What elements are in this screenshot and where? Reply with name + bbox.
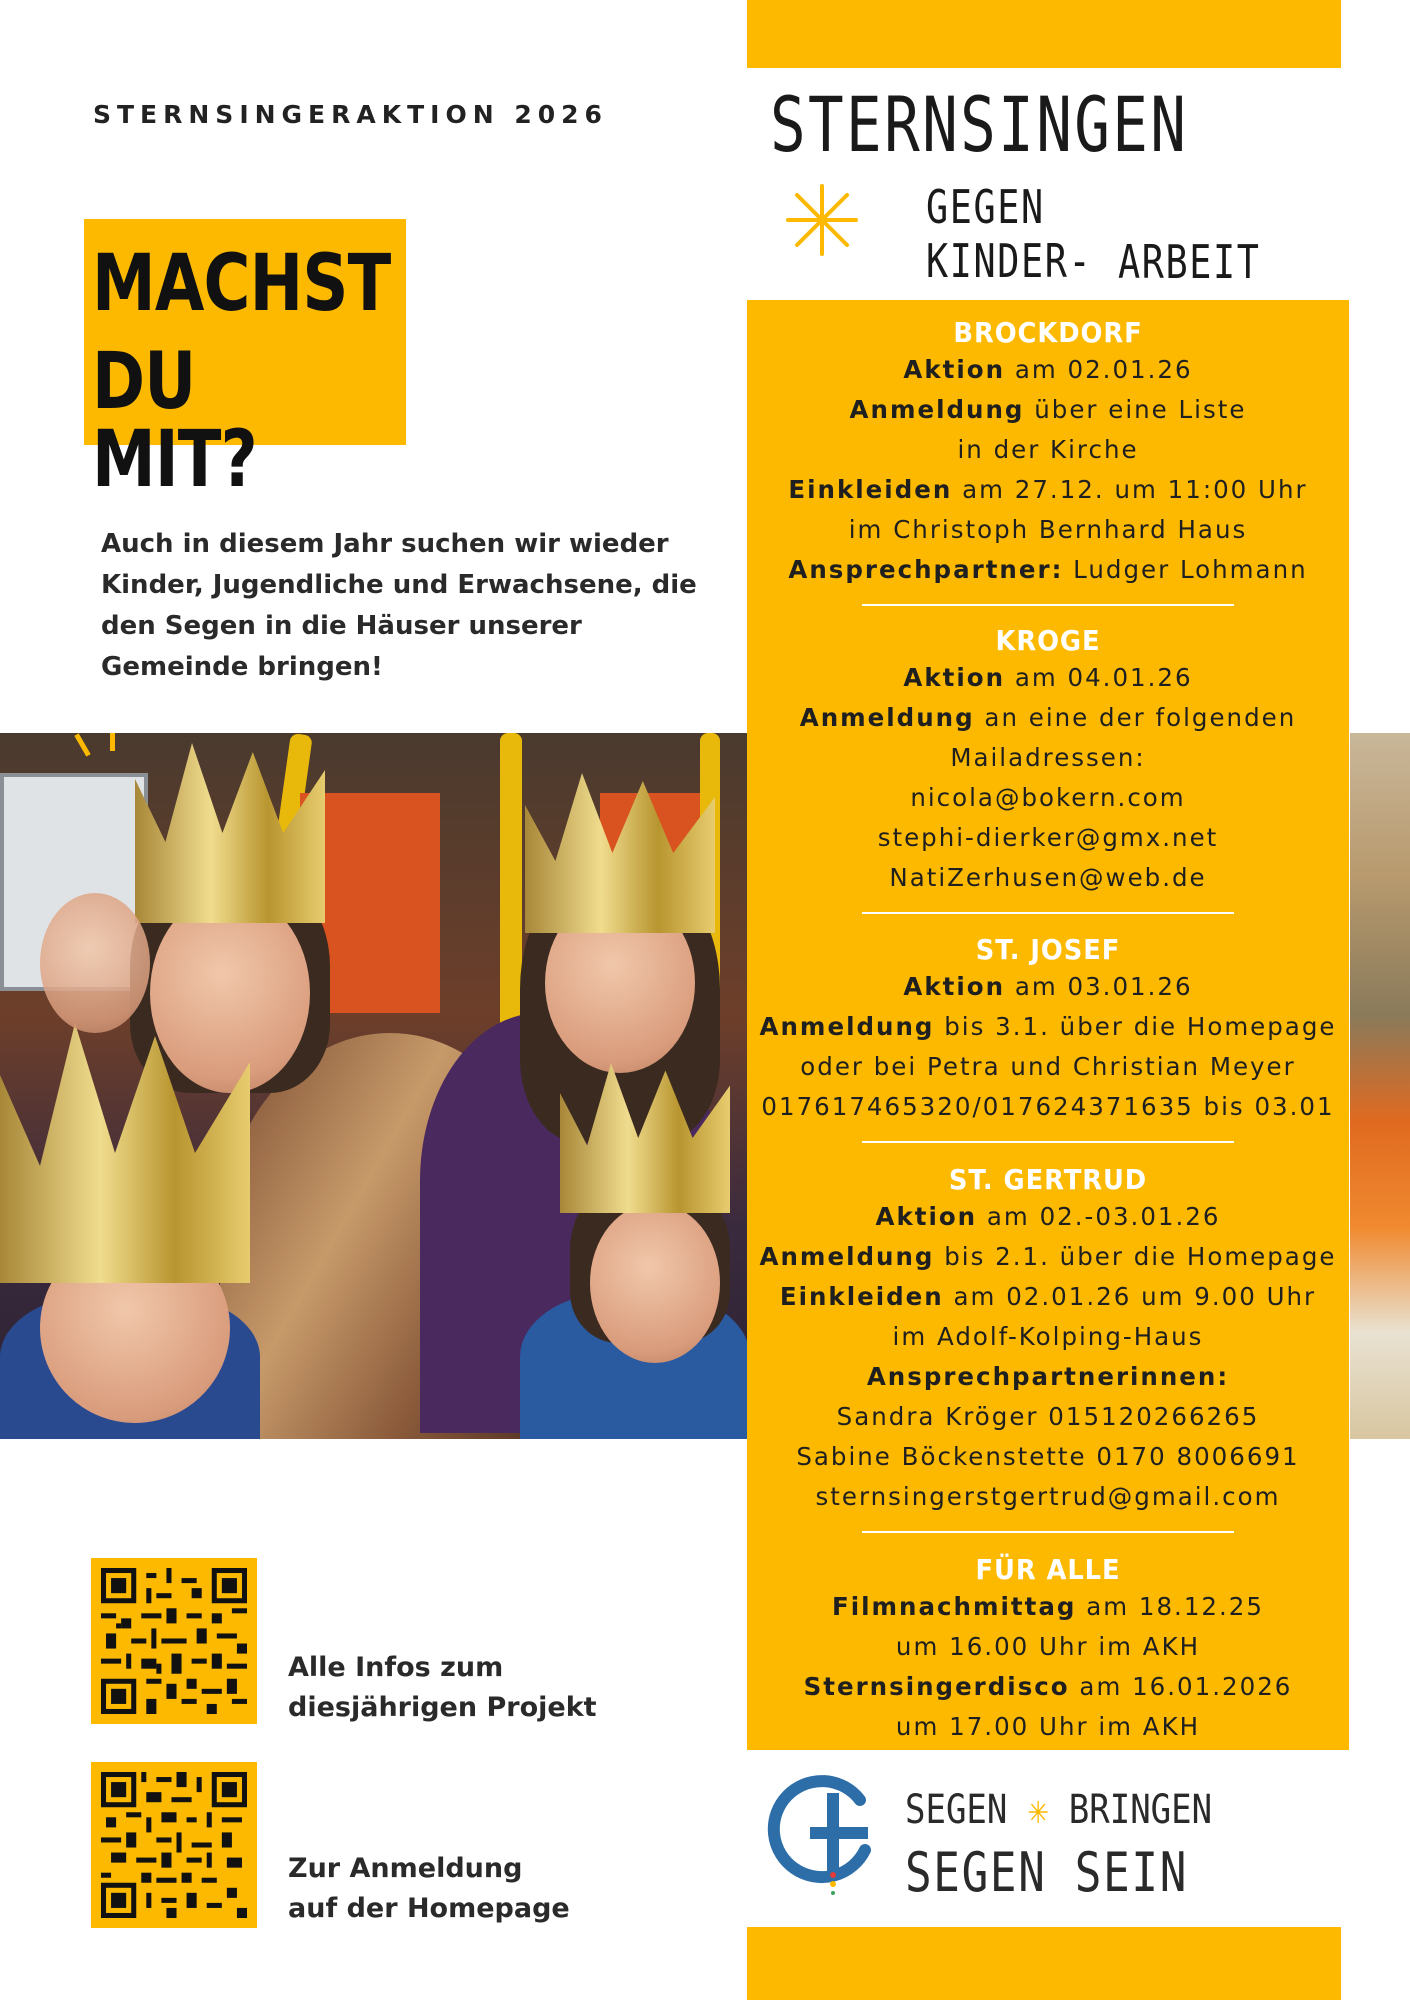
qr-code-registration[interactable] xyxy=(91,1762,257,1928)
logo-word-segen: SEGEN xyxy=(905,1787,1008,1833)
section-heading: BROCKDORF xyxy=(953,316,1143,349)
info-line: Anmeldung bis 2.1. über die Homepage xyxy=(759,1242,1337,1271)
qr-code-icon xyxy=(101,1772,247,1918)
info-panel xyxy=(747,300,1349,1750)
email-link[interactable]: NatiZerhusen@web.de xyxy=(889,863,1207,892)
info-line: um 16.00 Uhr im AKH xyxy=(895,1632,1201,1661)
info-line: Einkleiden am 02.01.26 um 9.00 Uhr xyxy=(779,1282,1317,1311)
parish-logo-icon xyxy=(765,1775,885,1895)
qr-label-project-info-line-2: diesjährigen Projekt xyxy=(288,1692,597,1723)
headline-line-2: DU MIT? xyxy=(92,337,257,505)
info-line: Ansprechpartner: Ludger Lohmann xyxy=(788,555,1308,584)
sternsinger-photo xyxy=(0,733,748,1439)
section-divider xyxy=(862,604,1234,606)
qr-code-icon xyxy=(101,1568,247,1714)
info-line: Aktion am 03.01.26 xyxy=(903,972,1193,1001)
photo-strip-right xyxy=(1350,733,1410,1439)
info-line: im Christoph Bernhard Haus xyxy=(848,515,1248,544)
logo-line-2: SEGEN SEIN xyxy=(905,1841,1188,1904)
info-line: Mailadressen: xyxy=(950,743,1146,772)
accent-bar-top xyxy=(747,0,1341,68)
section-heading: ST. GERTRUD xyxy=(948,1163,1148,1196)
info-line: Ansprechpartnerinnen: xyxy=(866,1362,1230,1391)
section-fuer-alle xyxy=(747,1553,1349,1747)
section-heading: KROGE xyxy=(995,624,1101,657)
qr-code-project-info[interactable] xyxy=(91,1558,257,1724)
info-line: in der Kirche xyxy=(957,435,1139,464)
qr-label-project-info xyxy=(288,1648,597,1728)
info-line: Sabine Böckenstette 0170 8006691 xyxy=(796,1442,1300,1471)
section-st-gertrud xyxy=(747,1163,1349,1533)
section-kroge xyxy=(747,624,1349,914)
accent-bar-bottom xyxy=(747,1927,1341,2000)
info-line: Anmeldung über eine Liste xyxy=(849,395,1247,424)
brand-line-1: STERNSINGEN xyxy=(770,80,1189,169)
info-line: Anmeldung bis 3.1. über die Homepage xyxy=(759,1012,1337,1041)
section-brockdorf xyxy=(747,316,1349,606)
info-line: 017617465320/017624371635 bis 03.01 xyxy=(761,1092,1335,1121)
info-line: oder bei Petra und Christian Meyer xyxy=(800,1052,1296,1081)
campaign-brand xyxy=(770,80,1310,295)
info-line: Einkleiden am 27.12. um 11:00 Uhr xyxy=(788,475,1308,504)
section-heading: ST. JOSEF xyxy=(975,933,1121,966)
campaign-kicker: STERNSINGERAKTION 2026 xyxy=(93,100,608,129)
parish-logo xyxy=(765,1775,1325,1905)
info-line: Sandra Kröger 015120266265 xyxy=(836,1402,1260,1431)
section-divider xyxy=(862,1531,1234,1533)
info-line: Sternsingerdisco am 16.01.2026 xyxy=(803,1672,1293,1701)
email-link[interactable]: sternsingerstgertrud@gmail.com xyxy=(815,1482,1281,1511)
star-icon xyxy=(782,180,862,260)
headline-box xyxy=(84,219,406,505)
brand-line-2: GEGEN KINDER- xyxy=(926,180,1093,288)
info-line: Aktion am 04.01.26 xyxy=(903,663,1193,692)
logo-word-bringen: BRINGEN xyxy=(1068,1787,1213,1833)
info-line: Filmnachmittag am 18.12.25 xyxy=(832,1592,1264,1621)
info-line: um 17.00 Uhr im AKH xyxy=(895,1712,1201,1741)
brand-line-3: ARBEIT xyxy=(1118,235,1261,289)
intro-text: Auch in diesem Jahr suchen wir wieder Kinder, Jugendliche und Erwachsene, die den Segen in die Häuser unserer Gemeinde bringen! xyxy=(101,529,697,682)
section-divider xyxy=(862,1141,1234,1143)
info-line: Aktion am 02.-03.01.26 xyxy=(875,1202,1221,1231)
qr-label-registration-line-2: auf der Homepage xyxy=(288,1893,570,1924)
logo-star-icon: ✳ xyxy=(1027,1787,1049,1833)
email-link[interactable]: nicola@bokern.com xyxy=(910,783,1186,812)
qr-label-project-info-line-1: Alle Infos zum xyxy=(288,1652,504,1683)
section-heading: FÜR ALLE xyxy=(975,1553,1121,1586)
info-line: Anmeldung an eine der folgenden xyxy=(799,703,1297,732)
qr-label-registration xyxy=(288,1849,570,1929)
info-line: Aktion am 02.01.26 xyxy=(903,355,1193,384)
email-link[interactable]: stephi-dierker@gmx.net xyxy=(877,823,1219,852)
info-line: im Adolf-Kolping-Haus xyxy=(892,1322,1204,1351)
section-st-josef xyxy=(747,933,1349,1143)
headline-line-1: MACHST xyxy=(92,239,391,329)
qr-label-registration-line-1: Zur Anmeldung xyxy=(288,1853,523,1884)
logo-line-1 xyxy=(905,1787,1212,1833)
section-divider xyxy=(862,912,1234,914)
